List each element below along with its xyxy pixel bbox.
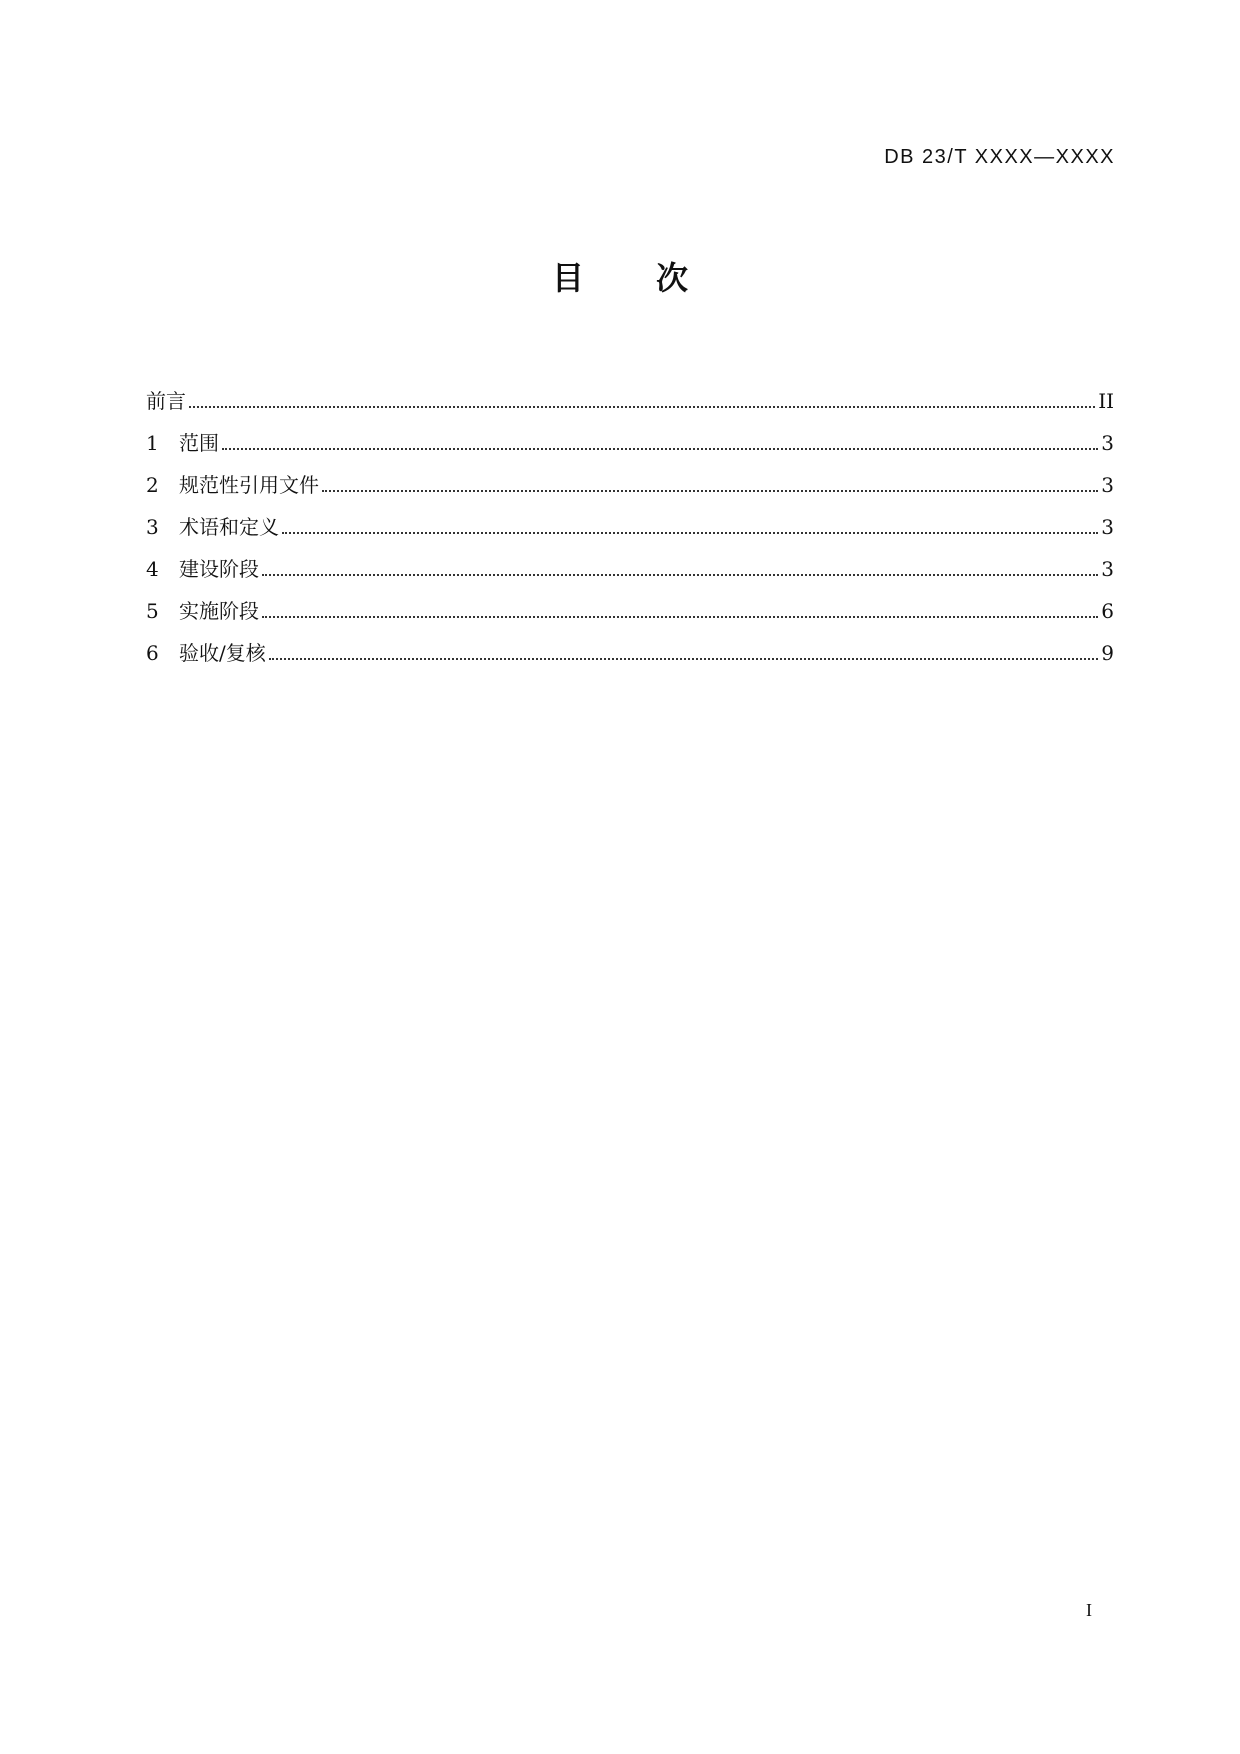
toc-entry-number: 6 (146, 641, 159, 665)
toc-entry-page: 3 (1101, 431, 1114, 455)
toc-leader-dots (189, 405, 1095, 408)
toc-entry-foreword[interactable] (146, 372, 1114, 414)
toc-entry-4[interactable] (146, 540, 1114, 582)
title-char-1: 目 (551, 259, 584, 297)
toc-entry-number: 1 (146, 431, 159, 455)
toc-entry-number: 5 (146, 599, 159, 623)
toc-leader-dots (269, 657, 1099, 660)
toc-entry-page: 9 (1101, 641, 1114, 665)
toc-entry-6[interactable] (146, 624, 1114, 666)
toc-entry-3[interactable] (146, 498, 1114, 540)
toc-entry-title: 实施阶段 (179, 599, 259, 623)
toc-entry-page: II (1098, 389, 1114, 413)
toc-entry-title: 术语和定义 (179, 515, 279, 539)
toc-entry-title: 验收/复核 (179, 641, 266, 665)
toc-leader-dots (222, 447, 1098, 450)
toc-entry-page: 3 (1101, 557, 1114, 581)
toc-entry-title: 规范性引用文件 (179, 473, 319, 497)
toc-entry-page: 3 (1101, 515, 1114, 539)
document-code: DB 23/T XXXX—XXXX (884, 146, 1115, 168)
page-title (0, 258, 1240, 298)
toc-entry-page: 6 (1101, 599, 1114, 623)
toc-entry-number: 2 (146, 473, 159, 497)
title-char-2: 次 (656, 259, 689, 297)
toc-leader-dots (322, 489, 1098, 492)
toc-entry-title: 范围 (179, 431, 219, 455)
toc-entry-page: 3 (1101, 473, 1114, 497)
toc-entry-5[interactable] (146, 582, 1114, 624)
toc-entry-title: 建设阶段 (179, 557, 259, 581)
toc-leader-dots (262, 573, 1098, 576)
table-of-contents (146, 372, 1114, 666)
page-number: I (1086, 1600, 1092, 1620)
toc-leader-dots (262, 615, 1098, 618)
toc-entry-1[interactable] (146, 414, 1114, 456)
toc-entry-number: 4 (146, 557, 159, 581)
toc-leader-dots (282, 531, 1098, 534)
toc-entry-number: 3 (146, 515, 159, 539)
toc-entry-2[interactable] (146, 456, 1114, 498)
toc-entry-title: 前言 (146, 389, 186, 413)
